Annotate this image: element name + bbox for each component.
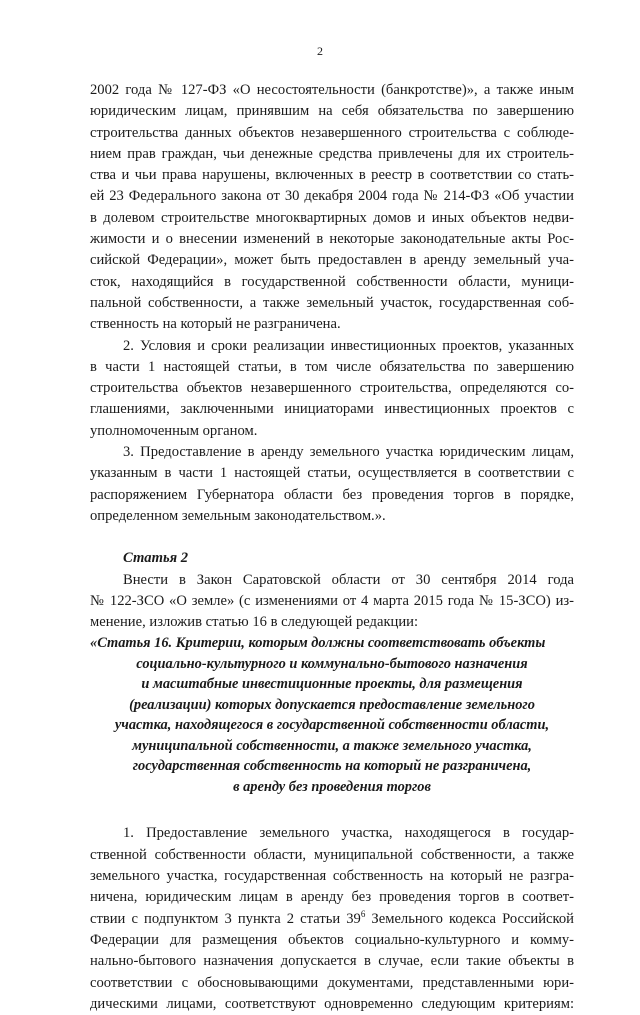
text-line: менение, изложив статью 16 в следующей редакции: <box>90 614 419 631</box>
text-fragment: Земельного кодекса Российской <box>365 910 574 927</box>
text-line: 2. Условия и сроки реализации инвестиционных проектов, указанных <box>123 337 574 354</box>
paragraph-1 <box>90 80 574 336</box>
text-line: пальной собственности, а также земельный участок, государственная соб- <box>90 294 574 311</box>
text-line: глашениями, заключенными инициаторами инвестиционных проектов с <box>90 401 574 418</box>
text-line: сток, находящийся в государственной собственности области, муници- <box>90 273 574 290</box>
text-line: 1. Предоставление земельного участка, находящегося в государ- <box>123 825 574 842</box>
text-line: распоряжением Губернатора области без проведения торгов в порядке, <box>90 486 574 503</box>
paragraph-4 <box>90 823 574 1015</box>
text-line: уполномоченным органом. <box>90 422 258 439</box>
superscript: 6 <box>360 908 366 919</box>
heading-line: «Статья 16. Критерии, которым должны соответствовать объекты <box>90 635 546 652</box>
text-line: нально-бытового назначения допускается в случае, если такие объекты в <box>90 953 574 970</box>
heading-line: (реализации) которых допускается предоставление земельного <box>129 696 535 713</box>
text-line: Внести в Закон Саратовской области от 30 сентября 2014 года <box>123 571 574 588</box>
text-line: в части 1 настоящей статьи, в том числе обязательства по завершению <box>90 358 574 375</box>
paragraph-2 <box>90 336 574 442</box>
text-line: ственность на который не разграничена. <box>90 316 341 333</box>
text-line: строительства данных объектов незавершенного строительства с соблюде- <box>90 124 574 141</box>
text-line-with-superscript <box>90 909 574 930</box>
text-fragment: ствии с подпунктом 3 пункта 2 статьи 39 <box>90 910 361 927</box>
text-line: Федерации для размещения объектов социально-культурного и комму- <box>90 931 574 948</box>
heading-line: социально-культурного и коммунально-бытового назначения <box>136 655 528 672</box>
text-line: 2002 года № 127-ФЗ «О несостоятельности (банкротстве)», а также иным <box>90 82 574 98</box>
document-body <box>90 80 574 1015</box>
heading-line: в аренду без проведения торгов <box>233 778 431 795</box>
heading-line: и масштабные инвестиционные проекты, для размещения <box>141 676 523 693</box>
text-line: строительства объектов незавершенного строительства, определяются со- <box>90 380 574 397</box>
text-line: в долевом строительстве многоквартирных домов и иных объектов недви- <box>90 209 574 226</box>
article-2 <box>90 548 574 633</box>
text-line: юридическим лицам, принявшим на себя обязательства по завершению <box>90 103 574 120</box>
text-line: № 122-ЗСО «О земле» (с изменениями от 4 марта 2015 года № 15-ЗСО) из- <box>90 592 574 609</box>
text-line: ей 23 Федерального закона от 30 декабря 2004 года № 214-ФЗ «Об участии <box>90 188 574 205</box>
paragraph-3 <box>90 442 574 527</box>
text-line: ства и чьи права нарушены, включенных в реестр в соответствии со стать- <box>90 167 574 184</box>
text-line: дическими лицами, соответствуют одновременно следующим критериям: <box>90 995 574 1012</box>
text-line: сийской Федерации», может быть предоставлен в аренду земельный уча- <box>90 252 574 269</box>
text-line: указанным в части 1 настоящей статьи, осуществляется в соответствии с <box>90 465 574 482</box>
text-line: ничена, юридическим лицам в аренду без проведения торгов в соответ- <box>90 889 574 906</box>
article-16-heading <box>90 633 574 797</box>
text-line: ственной собственности области, муниципальной собственности, а также <box>90 846 574 863</box>
text-line: 3. Предоставление в аренду земельного участка юридическим лицам, <box>123 444 574 461</box>
heading-line: участка, находящегося в государственной собственности области, <box>114 717 550 734</box>
text-line: жимости и о внесении изменений в некоторые законодательные акты Рос- <box>90 231 574 248</box>
spacer <box>90 797 574 823</box>
text-line: определенном земельным законодательством.». <box>90 507 386 524</box>
article-title: Статья 2 <box>123 550 189 567</box>
heading-line: государственная собственность на который не разграничена, <box>132 758 532 775</box>
page-number: 2 <box>317 44 323 58</box>
text-line: земельного участка, государственная собственность на который не разгра- <box>90 868 574 885</box>
heading-line: муниципальной собственности, а также земельного участка, <box>132 737 532 754</box>
text-line: соответствии с обосновывающими документами, представленными юри- <box>90 974 574 991</box>
spacer <box>90 527 574 548</box>
text-line: нием прав граждан, чьи денежные средства привлечены для их строитель- <box>90 145 574 162</box>
